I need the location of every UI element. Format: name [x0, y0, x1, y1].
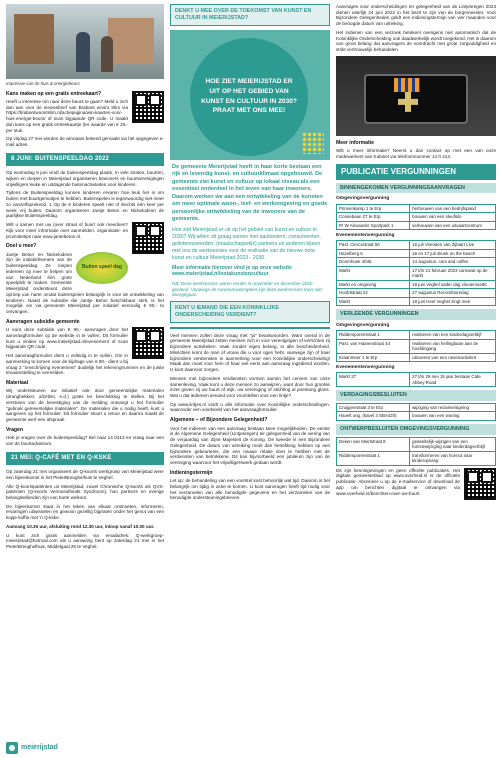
- prize-text-2: Op vrijdag 27 mei worden de winnaars bekend gemaakt via het opgegeven e-mail adres.: [6, 136, 164, 147]
- description-cell: 18 juni Heel Veghel zingt mee: [410, 297, 496, 306]
- kunst-note: NB: Deze werksessies waren eerder in november en december 2020 gepland. Vanwege de coronamaatregelen zijn deze werksessies toen niet doorgegaan.: [172, 280, 322, 298]
- table-row: [337, 403, 496, 412]
- table-row: [337, 249, 496, 258]
- description-cell: bouwen van een sleufsilo: [410, 213, 496, 222]
- table-row: [337, 437, 496, 451]
- address-cell: Markt: [337, 266, 410, 280]
- table-row: [337, 241, 496, 250]
- meer-info-text: Wilt u meer informatie? Neemt u dan contact op met een van onze medewerkers van Kabinet via telefoonnummer 14 0 413.: [336, 148, 496, 159]
- evenementen-label: Evenementenvergunning: [336, 233, 395, 239]
- address-cell: Cruijgenstraat 3 te Erp: [337, 403, 410, 412]
- evenementen-2-label: Evenementenvergunning: [336, 365, 395, 371]
- ontwerp-banner: ONTWERPBESLUITEN OMGEVINGSVERGUNNING: [336, 424, 496, 435]
- vragen-heading: Vragen: [6, 426, 23, 433]
- lintje-title-box: [170, 301, 330, 323]
- description-cell: 27 t/m 29 mei 15 jaar bestaan Cafe Abbey Road: [410, 373, 496, 387]
- address-cell: Riddersporenstraat 1: [337, 331, 410, 340]
- dots-decoration-icon: [302, 132, 324, 154]
- evenementen-table: [336, 240, 496, 306]
- materiaal-text: Wij ondersteunen uw initiatief ook door gemeentelijke materialen (dranghekken, afzetlint, e.d.) gratis ter beschikking te stellen. Bij het versturen van de bevestiging van de melding ontvangt u het formulier "gebruik gemeentelijke materialen". De materialen die u nodig heeft, kunt u aangeven op het formulier. Dit formulier stuurt u retour en daarna maakt de gemeente werf een afspraak.: [6, 388, 164, 423]
- address-cell: Hoofdstraat 22: [337, 289, 410, 298]
- kunst-intro-1: De gemeente Meierijstad heeft in haar korte bestaan een rijk en levendig kunst- en cultuurklimaat opgebouwd. De gemeente ziet kunst en cultuur op lokaal niveau als een essentieel onderdeel in het leven van haar inwoners. Daarom werken we aan een ontwikkeling van de kunsten om meer optimale woon-, leef- en werkomgeving en goede persoonlijke ontwikkeling van de inwoners van de gemeente.: [172, 163, 328, 223]
- address-cell: Pr W Alexander Sportpark 1: [337, 221, 410, 230]
- table-row: [337, 266, 496, 280]
- q-paragraph-2: Alle Q-koortspatiënten uit Meierijstad, zowel Chronische Q-koorts als QVS-patiënten (Q-koorts Vermoeidheids Syndroom), hun partners en overige belangstellenden zijn van harte welkom.: [6, 483, 164, 501]
- logo-name: meierijstad: [21, 743, 58, 751]
- prize-text: Heeft u interesse om naar deze beurs te gaan? Meld u zich dan aan voor de nieuwsbrief van Brabant woont Slim via https://brabantwoontslim.nl/actiepagina/win-kaarten-voor-huis-energie-beurs/ of scan bijgaande QR code. U maakt dan kans op een gratis entreekaartje (ter waarde van € 20,- per stuk.: [6, 98, 128, 133]
- description-cell: realiseren van hellingbaan aan de hoofdingang: [410, 339, 496, 353]
- table-row: [337, 331, 496, 340]
- table-row: [337, 258, 496, 267]
- algemene-text: Voor het indienen van een aanvraag bestaan twee mogelijkheden. De eerste is de Algemene Gelegenheid (Lintjesregen) ter gelegenheid van de viering van de verjaardag van Zijne Majesteit de Koning. De tweede is een Bijzondere Gelegenheid. De datum van uitreiking moet dan betrekking hebben op een bijzondere gebeurtenis, die een nauwe relatie doet te hebben met de verdiensten van betrokkene. Dit kan bijvoorbeeld een jubileum zijn van de vereniging waarvoor het vrijwilligerswerk gedaan wordt.: [170, 425, 330, 465]
- buitenspeeldag-paragraph-3: Wilt u samen met uw (over straat of buurt ook meedoen? Kijk voor meer informatie over aanmelden, organisatie- en promotietips naar www.jantebeton.nl.: [6, 222, 128, 239]
- description-cell: 19 juni Veghel vader dag vlooienmarkt: [410, 280, 496, 289]
- q-koorts-banner: 21 MEI: Q-CAFÉ MET EN Q-KSKE: [6, 452, 164, 466]
- description-cell: gedeeltelijk wijzigen van een functiewijziging naar kinderdagverblijf: [410, 437, 496, 451]
- buitenspeeldag-paragraph-2: Tijdens de Buitenspeeldag kunnen kinderen ervaren hoe leuk het is om buiten met buurtgenootjes te hebben. Buitenspelen is tegenwoordig niet meer zo vanzelfsprekend. 1 Op de 5 kinderen speelt niet of slechts één keer per week vrij buiten. Daarom organiseren Jantje Beton en Nickelodeon de jaarlijkse Buitenspeeldag.: [6, 190, 164, 219]
- right-paragraph-2: Het indienen van een verzoek betekent overigens niet automatisch dat de Koninklijke Onderscheiding ook daadwerkelijk wordt toegekend. Het is daarom van groot belang dat aanvragers de voordracht met grote zorgvuldigheid en strikt vertrouwelijk behandelen.: [336, 29, 496, 53]
- kunst-title-box: [170, 4, 330, 26]
- q-paragraph-3: De bijeenkomst staat in het teken van elkaar ontmoeten, informeren, ervaringen uitwisselen en gewoon gezellig bijpraten onder het genot van een kopje koffie met 'n Q-kske.: [6, 503, 164, 521]
- lintje-paragraph-1: Veel mensen zullen deze vraag met "ja" beantwoorden. Want overal in de gemeente Meierijstad zetten mensen zich in voor verenigingen of verrichten zij bijzondere activiteiten. Vaak zonder eigen belang, in alle bescheidenheid. Misschien komt de man of vrouw die u voor ogen hebt, vanwege zijn of haar bijzondere verdiensten in aanmerking voor een Koninklijke onderscheiding! Maak dan moet voor hem of haar wel eerst aan aanvraag ingediend worden. U kunt daarvoor zorgen.: [170, 332, 330, 373]
- poster-circle: HOE ZIET MEIERIJSTAD ER UIT OP HET GEBIED VAN KUNST EN CULTUUR IN 2030? PRAAT MET ONS MEE!: [190, 38, 308, 156]
- binnengekomen-banner: BINNENGEKOMEN VERGUNNINGSAANVRAGEN: [336, 183, 496, 194]
- kunst-title: DENKT U MEE OVER DE TOEKOMST VAN KUNST EN CULTUUR IN MEIERIJSTAD?: [175, 8, 312, 21]
- aanvraag-text: U kunt deze subsidie van € 90,- aanvragen door het aanvraagformulier op de website in te vullen. Dit formulier kunt u vinden op www.meierijstad.nl/evenement of scan bijgaande QR code.: [6, 327, 128, 350]
- lintje-body: [170, 327, 330, 501]
- description-cell: transformeren van horeca naar kinderopvang: [410, 451, 496, 465]
- address-cell: Coosebaan 27 te Erp: [337, 213, 410, 222]
- description-cell: uitvoeren van een nevenactiviteit: [410, 353, 496, 362]
- prize-heading: Kans maken op een gratis entreekaart?: [6, 90, 102, 97]
- aanvraag-text-2: Het aanvraagformulier dient u volledig in te vullen. Om in aanmerking te komen voor de bijdrage van € 90,- dient u bij vraag 2 "omschrijving evenement" duidelijk het rekeningnummer en de juiste tenaamstelling te vermelden.: [6, 353, 164, 376]
- q-paragraph-5: U kunt zich gratis aanmelden via emailadres: Q-werkgroep-meierijstad@hotmail.com als u aanwezig bent op zaterdag 21 mei in het PieterBreughelhuis, Middelgaal 25 te Veghel.: [6, 532, 164, 550]
- right-column: [336, 4, 496, 503]
- qr-code-icon: [132, 222, 164, 254]
- address-cell: Riddersporenstraat 1: [337, 451, 410, 465]
- buitenspeeldag-logo: Buiten speel dag: [76, 252, 128, 284]
- evenementen-2-table: [336, 372, 496, 387]
- address-cell: Prinsenkamp 1 te Erp: [337, 204, 410, 213]
- table-row: [337, 213, 496, 222]
- lintje-title: KENT U IEMAND DIE EEN KONINKLIJKE ONDERSCHEIDING VERDIENT?: [175, 305, 279, 318]
- meierijstad-logo: [6, 742, 58, 754]
- address-cell: Doornhoek 4045: [337, 258, 410, 267]
- address-cell: Deken van Miertstraat 8: [337, 437, 410, 451]
- verdaging-banner: VERDAGINGSBESLUITEN: [336, 390, 496, 401]
- middle-column: [170, 4, 330, 504]
- description-cell: 16 juli Vrienden van Zijlaart Live: [410, 241, 496, 250]
- lintje-paragraph-2: Mensen met bijzondere verdiensten vormen samen het cement van onze samenleving. Vaak kunt u deze mensen zo aanwijzen, want door hun grootse inzet geven zij uw buurt of wijk, uw vereniging of stichting al jarenlang glans. Wat u dat iedereen iemand voor voorstellen voor een lintje?: [170, 375, 330, 398]
- table-row: [337, 204, 496, 213]
- description-cell: 14 augustus. cars and coffee: [410, 258, 496, 267]
- q-paragraph-1: Op zaterdag 21 mei organiseert de Q-koorts werkgroep van Meierijstad weer een bijeenkomst in het PieterBreughelhuis te Veghel.: [6, 469, 164, 480]
- omgevingsvergunning-label: Omgevingsvergunning: [336, 196, 390, 202]
- address-cell: Markt en omgeving: [337, 280, 410, 289]
- left-column: [6, 4, 164, 553]
- ontwerp-table: [336, 437, 496, 466]
- table-row: [337, 412, 496, 421]
- description-cell: 17 t/m 21 februari 2023 carnaval op de markt: [410, 266, 496, 280]
- indiening-text: Let op: de behandeling van een voorstel kost behoorlijk wat tijd. Daarom is het belangrijk om tijdig in actie te komen. U kunt aanvragen heeft tijd nodig voor het verzamelen van alle benodigde gegevens en het verzamelen van de benodigde ondersteuningsbrieven.: [170, 478, 330, 501]
- table-row: [337, 289, 496, 298]
- aanvraag-heading: Aanvragen subsidie gemeente: [6, 318, 80, 325]
- medal-photo: [336, 56, 496, 136]
- logo-mark-icon: [6, 742, 18, 754]
- qr-code-icon: [132, 327, 164, 359]
- table-row: [337, 297, 496, 306]
- right-paragraph-1: Aanvragen voor onderscheidingen ter gelegenheid van de Lintjesregen 2023 dienen uiterlijk 24 juni 2022 in het bezit te zijn van de burgemeester. Voor Bijzondere Gelegenheden geldt een indieningstermijn van vier maanden voor de beoogde datum van uitreiking.: [336, 4, 496, 27]
- table-row: [337, 339, 496, 353]
- description-cell: herbouwen van een bedrijfspand: [410, 204, 496, 213]
- qr-code-icon: [464, 468, 496, 500]
- meer-info-heading: Meer informatie: [336, 139, 374, 146]
- kunst-intro-2: Hoe ziet Meierijstad er uit op het gebied van kunst en cultuur in 2030? Wij willen dit graag samen met aanbieders, consumenten, gelinteresseerden, (maatschappelijk) partners en anderen bijeen met ons de werksessies voor de realisatie van de nieuwe nota kunst en cultuur Meierijstad 2023 - 2030.: [172, 226, 321, 261]
- photo-caption: Impressie van de huis & energiebeurs: [6, 81, 80, 86]
- description-cell: 16 en 17 juli skunk on the beach: [410, 249, 496, 258]
- algemene-heading: Algemene – of Bijzondere Gelegenheid?: [170, 417, 268, 424]
- q-paragraph-4: Aanvang 10.30 uur, afsluiting rond 12.30 uur, inloop vanaf 10.00 uur.: [6, 523, 155, 529]
- table-row: [337, 353, 496, 362]
- table-row: [337, 373, 496, 387]
- table-row: [337, 280, 496, 289]
- verleend-banner: VERLEENDE VERGUNNINGEN: [336, 309, 496, 320]
- description-cell: wijziging van reclame/signing: [410, 403, 496, 412]
- description-cell: bouwen van een woning: [410, 412, 496, 421]
- lintje-paragraph-3: Op www.lintjes.nl vindt u alle informatie over Koninklijke onderscheidingen, waaronder een voorbeeld van het aanvraagformulier.: [170, 401, 330, 413]
- indiening-heading: Indieningstermijn: [170, 469, 213, 476]
- table-row: [337, 221, 496, 230]
- description-cell: realiseren van een kinderdagverblijf: [410, 331, 496, 340]
- buitenspeeldag-paragraph-1: Op woensdag 8 juni vindt de buitenspeeldag plaats. In vele straten, buurten, wijken en dorpen in Meierijstad organiseren bewoners en buurtverenigingen vrijwilligers leuke en uitdagende buitenactiviteiten voor kinderen.: [6, 170, 164, 187]
- omgeving-2-table: [336, 330, 496, 362]
- address-cell: Past. van Haarenstraat 44: [337, 339, 410, 353]
- table-row: [337, 451, 496, 465]
- publicatie-banner: PUBLICATIE VERGUNNINGEN: [336, 164, 496, 180]
- kunst-poster: [170, 30, 330, 160]
- address-cell: Havelt ong. (kavel 3 SBA420): [337, 412, 410, 421]
- omgeving-table: [336, 204, 496, 231]
- vragen-text: Heb je vragen over de buitenspeeldag? Bel naar 14 0413 en vraag naar een van de buurtadviseurs.: [6, 435, 164, 446]
- address-cell: Past. Clercxstraat 50: [337, 241, 410, 250]
- doel-text: Jantje Beton en Nickelodeon zijn de initiatiefnemers van de buitenspeeldag. Ze roepen iedereen op mee te helpen om van Nederland één grote speelplek te maken. Gemeente Meierijstad ondersteunt deze oproep van harte omdat buitenspelen belangrijk is voor de ontwikkeling van kinderen. Naast de subsidie die Jantje Beton beschikbaar stelt, is het mogelijk om via gemeente Meierijstad per initiatief eenmalig € 90,- te ontvangen.: [6, 251, 164, 315]
- address-cell: Markt: [337, 297, 410, 306]
- kunst-link[interactable]: Meer informatie hierover vind je op onze website www.meierijstad.nl/notakunstencultuur: [172, 264, 292, 278]
- description-cell: verbouwen van een uitvaartcentrum: [410, 221, 496, 230]
- materiaal-heading: Materiaal: [6, 379, 29, 386]
- address-cell: Hazelberg 5: [337, 249, 410, 258]
- omgevingsvergunning-2-label: Omgevingsvergunning: [336, 322, 390, 328]
- qr-code-icon: [132, 91, 164, 123]
- address-cell: Markt 27: [337, 373, 410, 387]
- buitenspeeldag-banner: 8 JUNI: BUITENSPEELDAG 2022: [6, 153, 164, 167]
- address-cell: Kraanmeer 1 te Erp: [337, 353, 410, 362]
- doel-heading: Doel u mee?: [6, 243, 37, 250]
- beurs-photo: [6, 4, 164, 79]
- verdaging-table: [336, 403, 496, 421]
- closing-text: Dit zijn kennisgevingen en geen officiële publicaties. Het digitale gemeenteblad op www.overheid.nl is de officiële publicatie. Abonneer u op de e-mailservice of download de app om berichten digitaal te ontvangen via www.overheid.nl/berichten-over-uw-buurt.: [336, 467, 460, 496]
- description-cell: 27 augustus Recordstoredag: [410, 289, 496, 298]
